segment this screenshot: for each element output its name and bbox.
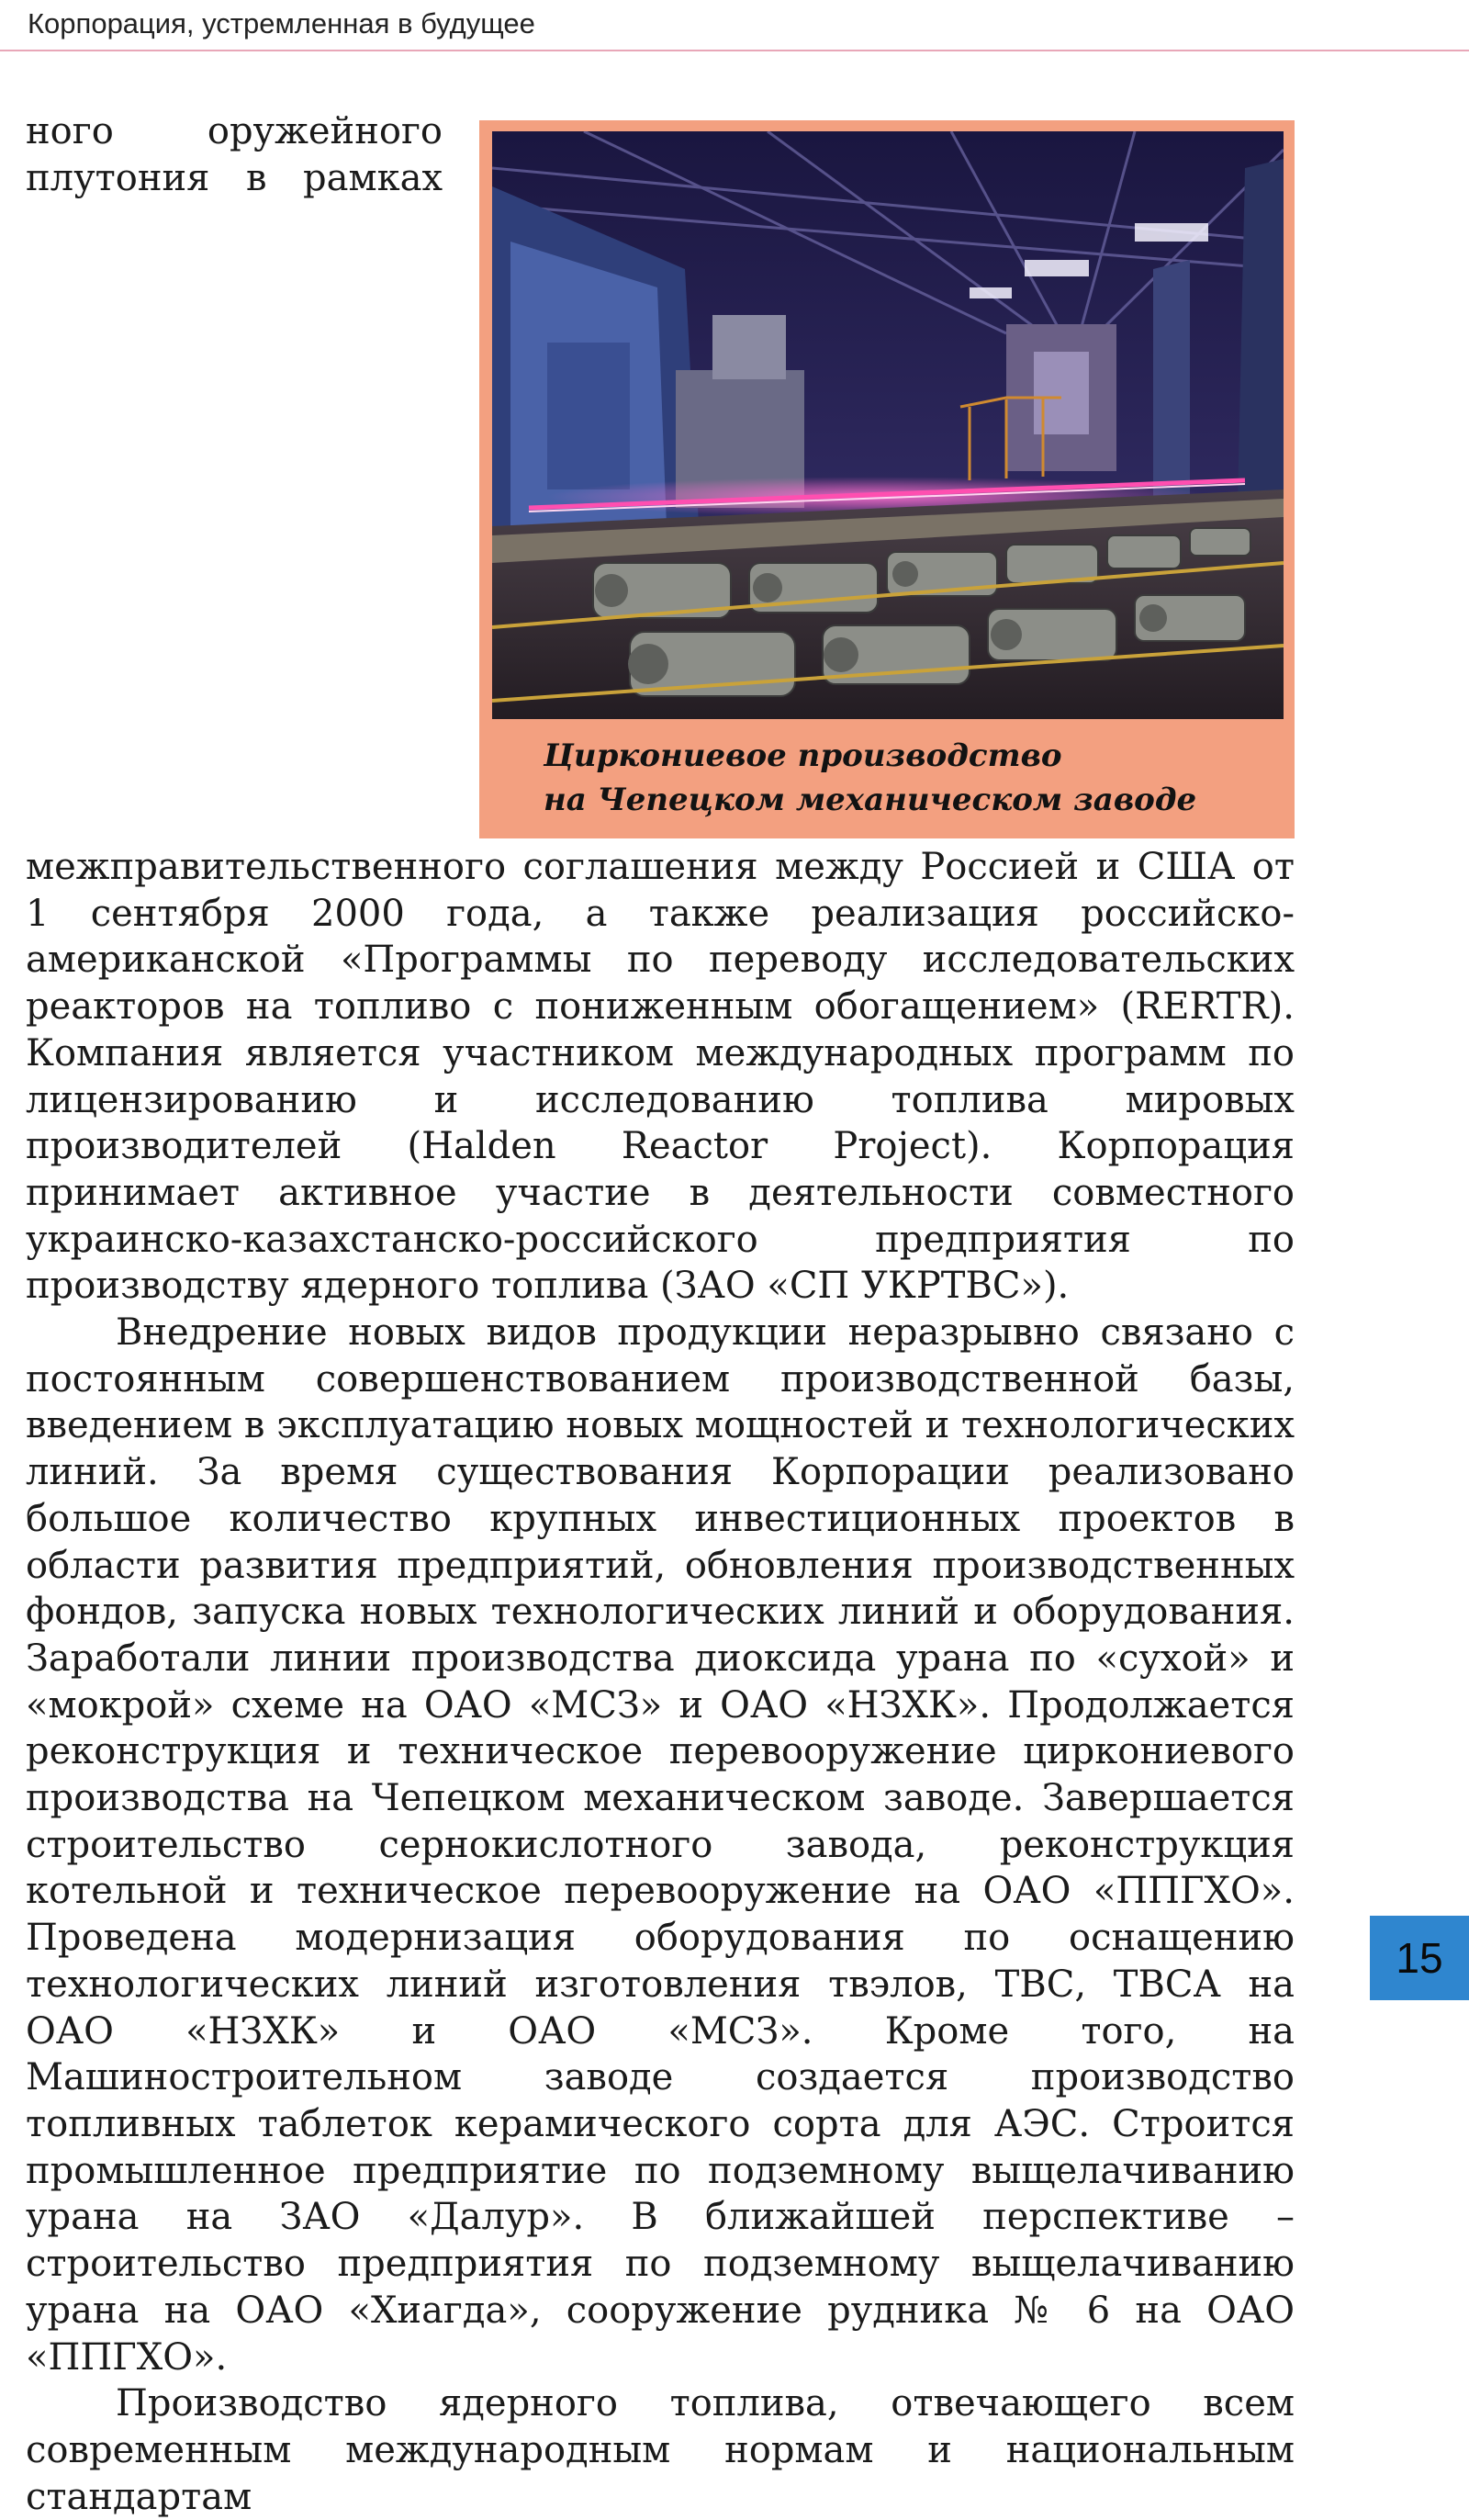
- paragraph-3: Производство ядерного топлива, отвечающего всем современным международным нормам и национальным стандартам: [26, 2382, 1295, 2518]
- factory-photo: [492, 131, 1284, 719]
- caption-line-1: Циркониевое производство: [544, 737, 1062, 774]
- running-header: Корпорация, устремленная в будущее: [28, 7, 535, 39]
- page-number-tab: 15: [1370, 1916, 1469, 2000]
- figure-caption: [544, 734, 1260, 822]
- article-body: [26, 108, 1295, 2520]
- paragraph-2: Внедрение новых видов продукции неразрывно связано с постоянным совершенствованием производственной базы, введением в эксплуатацию новых мощностей и технологических линий. За время существования Корпорации реализовано большое количество крупных инвестиционных проектов в области развития предприятий, обновления производственных фондов, запуска новых технологических линий и оборудования. Заработали линии производства диоксида урана по «сухой» и «мокрой» схеме на ОАО «МСЗ» и ОАО «НЗХК». Продолжается реконструкция и техническое перевооружение циркониевого производства на Чепецком механическом заводе. Завершается строительство сернокислотного завода, реконструкция котельной и техническое перевооружение на ОАО «ППГХО». Проведена модернизация оборудования по оснащению технологических линий изготовления твэлов, ТВС, ТВСА на ОАО «НЗХК» и ОАО «МСЗ». Кроме того, на Машиностроительном заводе создается производство топливных таблеток керамического сорта для АЭС. Строится промышленное предприятие по подземному выщелачиванию урана на ЗАО «Далур». В ближайшей перспективе – строительство предприятия по подземному выщелачиванию урана на ОАО «Хиагда», сооружение рудника № 6 на ОАО «ППГХО».: [26, 1311, 1295, 2379]
- header-rule: [0, 50, 1469, 51]
- caption-line-2: на Чепецком механическом заводе: [544, 782, 1197, 818]
- paragraph-1: ного оружейного плутония в рамках межправительственного соглашения между Россией и США от 1 сентября 2000 года, а также реализация российско-американской «Программы по переводу исследовательских реакторов на топливо с пониженным обогащением» (RERTR). Компания является участником международных программ по лицензированию и исследованию топлива мировых производителей (Halden Reactor Project). Корпорация принимает активное участие в деятельности совместного украинско-казахстанско-российского предприятия по производству ядерного топлива (ЗАО «СП УКРТВС»).: [26, 110, 1295, 1308]
- figure-zirconium-production: [479, 120, 1295, 838]
